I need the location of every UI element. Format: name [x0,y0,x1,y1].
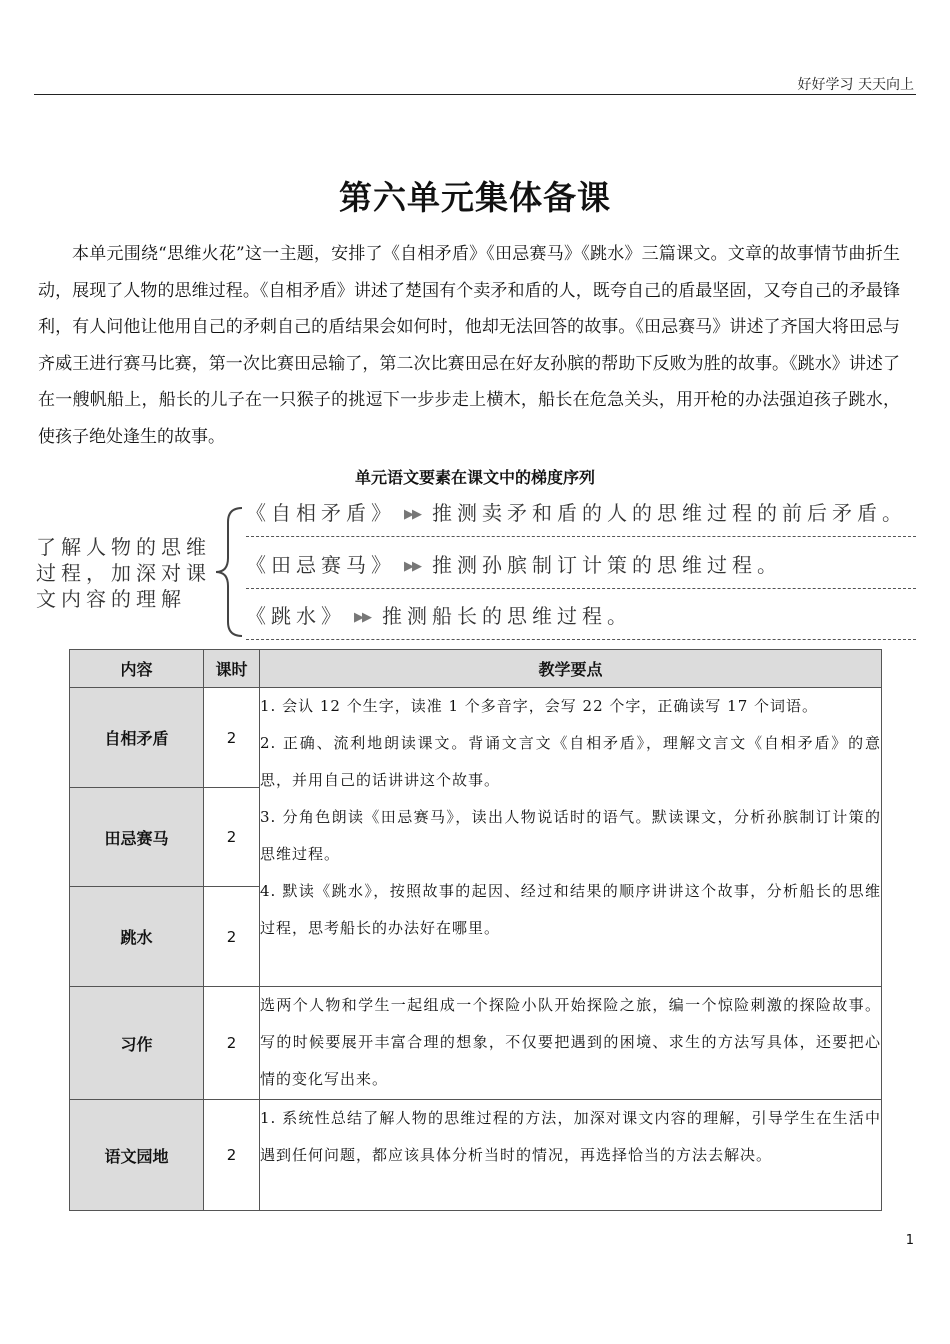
double-arrow-icon: ▶▶ [354,610,370,625]
curly-brace-icon [212,504,246,640]
lesson-points [260,688,882,987]
point-item: 4. 默读《跳水》，按照故事的起因、经过和结果的顺序讲讲这个故事，分析船长的思维过程，思考船长的办法好在哪里。 [260,882,881,937]
lesson-hours: 2 [204,688,260,788]
sequence-title: 单元语文要素在课文中的梯度序列 [354,468,595,487]
lesson-name: 自相矛盾 [70,688,204,788]
teaching-plan-table [69,649,882,1211]
point-item: 2. 正确、流利地朗读课文。背诵文言文《自相矛盾》，理解文言文《自相矛盾》的意思，并用自己的话讲讲这个故事。 [260,734,881,789]
lesson-hours: 2 [204,987,260,1100]
lesson-name: 语文园地 [70,1100,204,1211]
page-title: 第六单元集体备课 [339,178,611,217]
sequence-goal-text: 推测卖矛和盾的人的思维过程的前后矛盾。 [432,501,907,525]
lesson-hours: 2 [204,1100,260,1211]
sequence-goal-line: 过程，加深对课 [36,561,211,585]
header-content: 内容 [70,650,204,688]
intro-paragraph: 本单元围绕“思维火花”这一主题，安排了《自相矛盾》《田忌赛马》《跳水》三篇课文。文章的故事情节曲折生动，展现了人物的思维过程。《自相矛盾》讲述了楚国有个卖矛和盾的人，既夸自己的盾最坚固，又夸自己的矛最锋利，有人问他让他用自己的矛刺自己的盾结果会如何时，他却无法回答的故事。《田忌赛马》讲述了齐国大将田忌与齐威王进行赛马比赛，第一次比赛田忌输了，第二次比赛田忌在好友孙膑的帮助下反败为胜的故事。《跳水》讲述了在一艘帆船上，船长的儿子在一只猴子的挑逗下一步步走上横木，船长在危急关头，用开枪的办法强迫孩子跳水，使孩子绝处逢生的故事。 [38,244,900,447]
sequence-goal-text: 推测孙膑制订计策的思维过程。 [432,553,782,577]
lesson-hours: 2 [204,887,260,987]
sequence-lesson: 《田忌赛马》 [246,553,396,577]
lesson-points [260,987,882,1100]
table-row [70,688,882,788]
table-row [70,987,882,1100]
table-header-row [70,650,882,688]
point-item: 1. 系统性总结了解人物的思维过程的方法，加深对课文内容的理解，引导学生在生活中遇到任何问题，都应该具体分析当时的情况，再选择恰当的方法去解决。 [260,1109,881,1164]
double-arrow-icon: ▶▶ [404,507,420,522]
sequence-goal-line: 文内容的理解 [36,587,186,611]
lesson-hours: 2 [204,788,260,887]
lesson-name: 田忌赛马 [70,788,204,887]
sequence-goal-line: 了解人物的思维 [36,535,211,559]
header-divider [34,94,916,95]
sequence-lesson: 《跳水》 [246,604,346,628]
sequence-row [246,542,916,589]
sequence-row [246,490,916,537]
sequence-goal [36,534,216,612]
point-item: 3. 分角色朗读《田忌赛马》，读出人物说话时的语气。默读课文，分析孙膑制订计策的思维过程。 [260,808,881,863]
table-row [70,1100,882,1211]
lesson-name: 跳水 [70,887,204,987]
page-number: 1 [905,1233,914,1248]
header-points: 教学要点 [260,650,882,688]
sequence-lesson: 《自相矛盾》 [246,501,396,525]
lesson-name: 习作 [70,987,204,1100]
lesson-points [260,1100,882,1211]
sequence-goal-text: 推测船长的思维过程。 [382,604,632,628]
point-item: 选两个人物和学生一起组成一个探险小队开始探险之旅，编一个惊险刺激的探险故事。写的时候要展开丰富合理的想象，不仅要把遇到的困境、求生的方法写具体，还要把心情的变化写出来。 [260,996,881,1088]
sequence-row [246,593,916,640]
double-arrow-icon: ▶▶ [404,559,420,574]
header-slogan: 好好学习 天天向上 [797,77,914,93]
header-hours: 课时 [204,650,260,688]
sequence-diagram [0,490,950,650]
point-item: 1. 会认 12 个生字，读准 1 个多音字，会写 22 个字，正确读写 17 个词语。 [260,697,819,715]
